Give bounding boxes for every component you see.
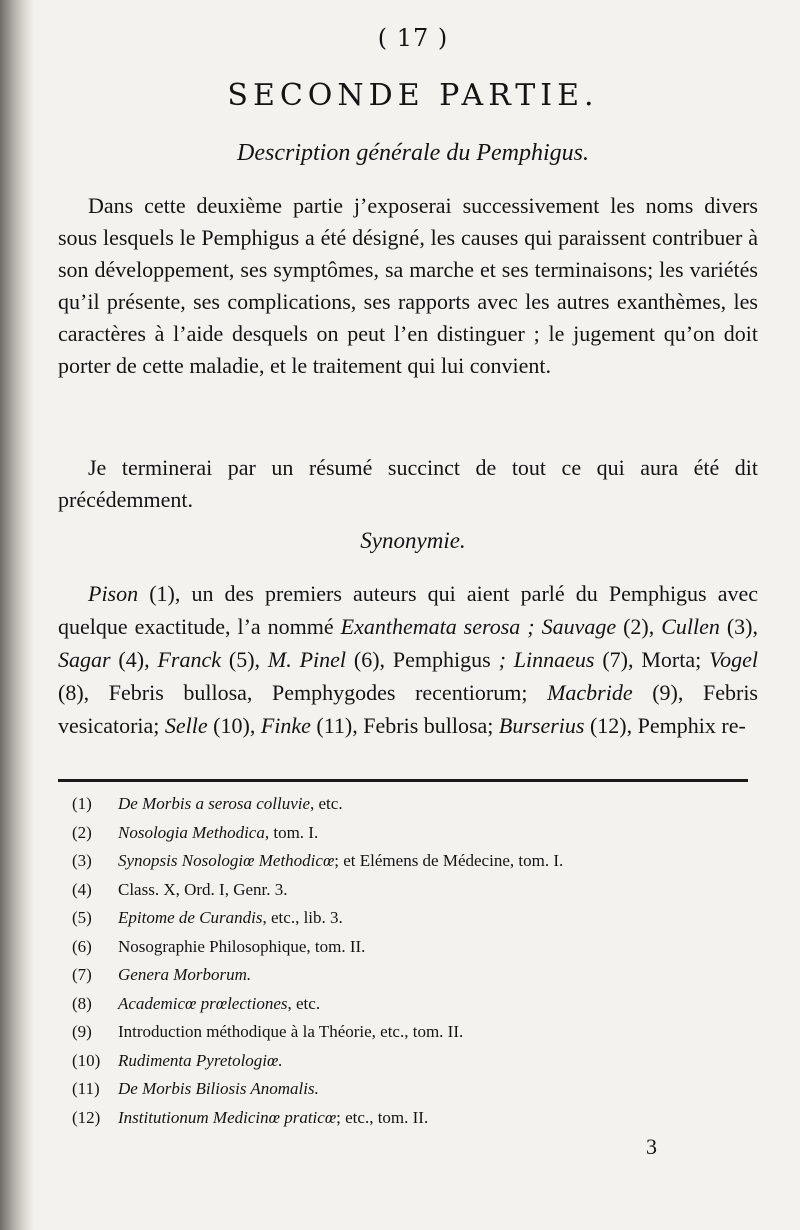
synonymy-text: (1), un des premiers auteurs qui aient parlé du Pemphigus avec quelque exactitude, l’a nommé [58,581,758,639]
synonymy-text: (4), [110,647,158,672]
author-name: Vogel [709,647,759,672]
footnote-text: , etc. [310,794,343,813]
footnote-item [72,1075,762,1104]
synonymy-text: (3), [719,614,759,639]
footnote-number: (2) [72,822,92,842]
footnote-number: (5) [72,908,92,927]
footnote-item [72,1018,762,1047]
footnote-item [72,790,762,819]
footnote-item [72,1047,762,1076]
paragraph-summary-text: Je terminerai par un résumé succinct de tout ce qui aura été dit précédemment. [58,455,758,512]
synonymy-text: (10), [207,713,261,738]
binding-shadow [0,0,34,1230]
footnote-italic: Academicœ prœlectiones [118,993,288,1013]
footnote-italic: Epitome de Curandis [118,908,263,927]
author-name: Macbride [547,680,633,705]
footnote-text: Class. X, Ord. I, Genr. 3. [118,879,288,899]
footnote-number: (3) [72,851,92,870]
footnote-italic: Genera Morborum. [118,965,252,984]
footnote-number: (9) [72,1022,92,1041]
footnote-italic: Institutionum Medicinœ praticœ [118,1107,337,1127]
footnote-italic: Nosologia Methodica [118,822,265,842]
footnotes-list [72,790,762,1132]
author-name: Franck [157,647,221,672]
author-name: Burserius [498,713,585,738]
synonymy-text: (7), Morta; [594,647,710,672]
synonymy-text [535,614,542,639]
footnote-number: (4) [72,879,92,899]
author-name: Selle [164,713,208,738]
footnote-item [72,961,762,990]
footnote-number: (6) [72,936,92,956]
footnote-italic: Rudimenta Pyretologiœ. [118,1050,283,1070]
footnote-item [72,847,762,876]
section-title: Description générale du Pemphigus. [237,140,589,166]
author-name: Cullen [661,614,720,639]
synonymy-text: (6), Pemphigus [346,647,499,672]
author-name: Sauvage [541,614,617,639]
footnote-text: , tom. I. [264,822,319,842]
synonymy-text: (5), [221,647,268,672]
footnote-number: (10) [72,1050,101,1070]
paragraph-intro-text: Dans cette deuxième partie j’exposerai successivement les noms divers sous lesquels le Pemphigus a été désigné, les causes qui paraissent contribuer à son développement, ses symptômes, sa marche et ses terminaisons; les variétés qu’il présente, ses complications, ses rapports avec les autres exanthèmes, les caractères à l’aide desquels on peut l’en distinguer ; le jugement qu’on doit porter de cette maladie, et le traitement qui lui convient. [58,193,758,378]
footnote-item [72,876,762,905]
signature-mark: 3 [646,1134,657,1159]
synonymy-text: (8), Febris bullosa, Pemphygodes recentiorum; [58,680,548,705]
author-name: Sagar [58,647,111,672]
footnote-text: , etc., lib. 3. [262,908,343,927]
footnote-item [72,933,762,962]
footnote-item [72,990,762,1019]
footnote-number: (1) [72,794,92,813]
author-name: Pison [88,581,139,606]
footnote-text: Nosographie Philosophique, tom. II. [118,936,366,956]
synonymy-heading: Synonymie. [360,528,466,553]
footnote-italic: De Morbis a serosa colluvie [118,794,311,813]
footnote-text: ; et Elémens de Médecine, tom. I. [334,851,564,870]
synonymy-text: (9), Febris vesicatoria; [58,680,758,738]
footnote-italic: De Morbis Biliosis Anomalis. [118,1079,319,1098]
paragraph-summary [58,452,758,516]
synonymy-text: (12), Pemphix re- [584,713,746,738]
footnote-number: (11) [72,1079,100,1098]
footnote-number: (8) [72,993,92,1013]
footnote-text: , etc. [287,993,321,1013]
paragraph-intro [58,190,758,382]
paragraph-synonymy [58,577,758,742]
author-name: M. Pinel [267,647,347,672]
author-name: Finke [260,713,311,738]
page-number: ( 17 ) [377,24,449,52]
footnote-number: (7) [72,965,92,984]
footnote-item [72,904,762,933]
latin-term: Exanthemata serosa ; [340,614,535,639]
footnote-number: (12) [72,1107,101,1127]
footnote-item [72,819,762,848]
synonymy-text: (2), [616,614,662,639]
footnote-text: Introduction méthodique à la Théorie, etc., tom. II. [118,1022,464,1041]
synonymy-text: (11), Febris bullosa; [310,713,499,738]
footnote-divider [58,779,748,782]
footnote-text: ; etc., tom. II. [336,1107,429,1127]
footnote-item [72,1104,762,1133]
author-name: ; Linnaeus [498,647,595,672]
part-title: SECONDE PARTIE. [227,78,599,113]
footnote-italic: Synopsis Nosologiœ Methodicœ [118,851,335,870]
